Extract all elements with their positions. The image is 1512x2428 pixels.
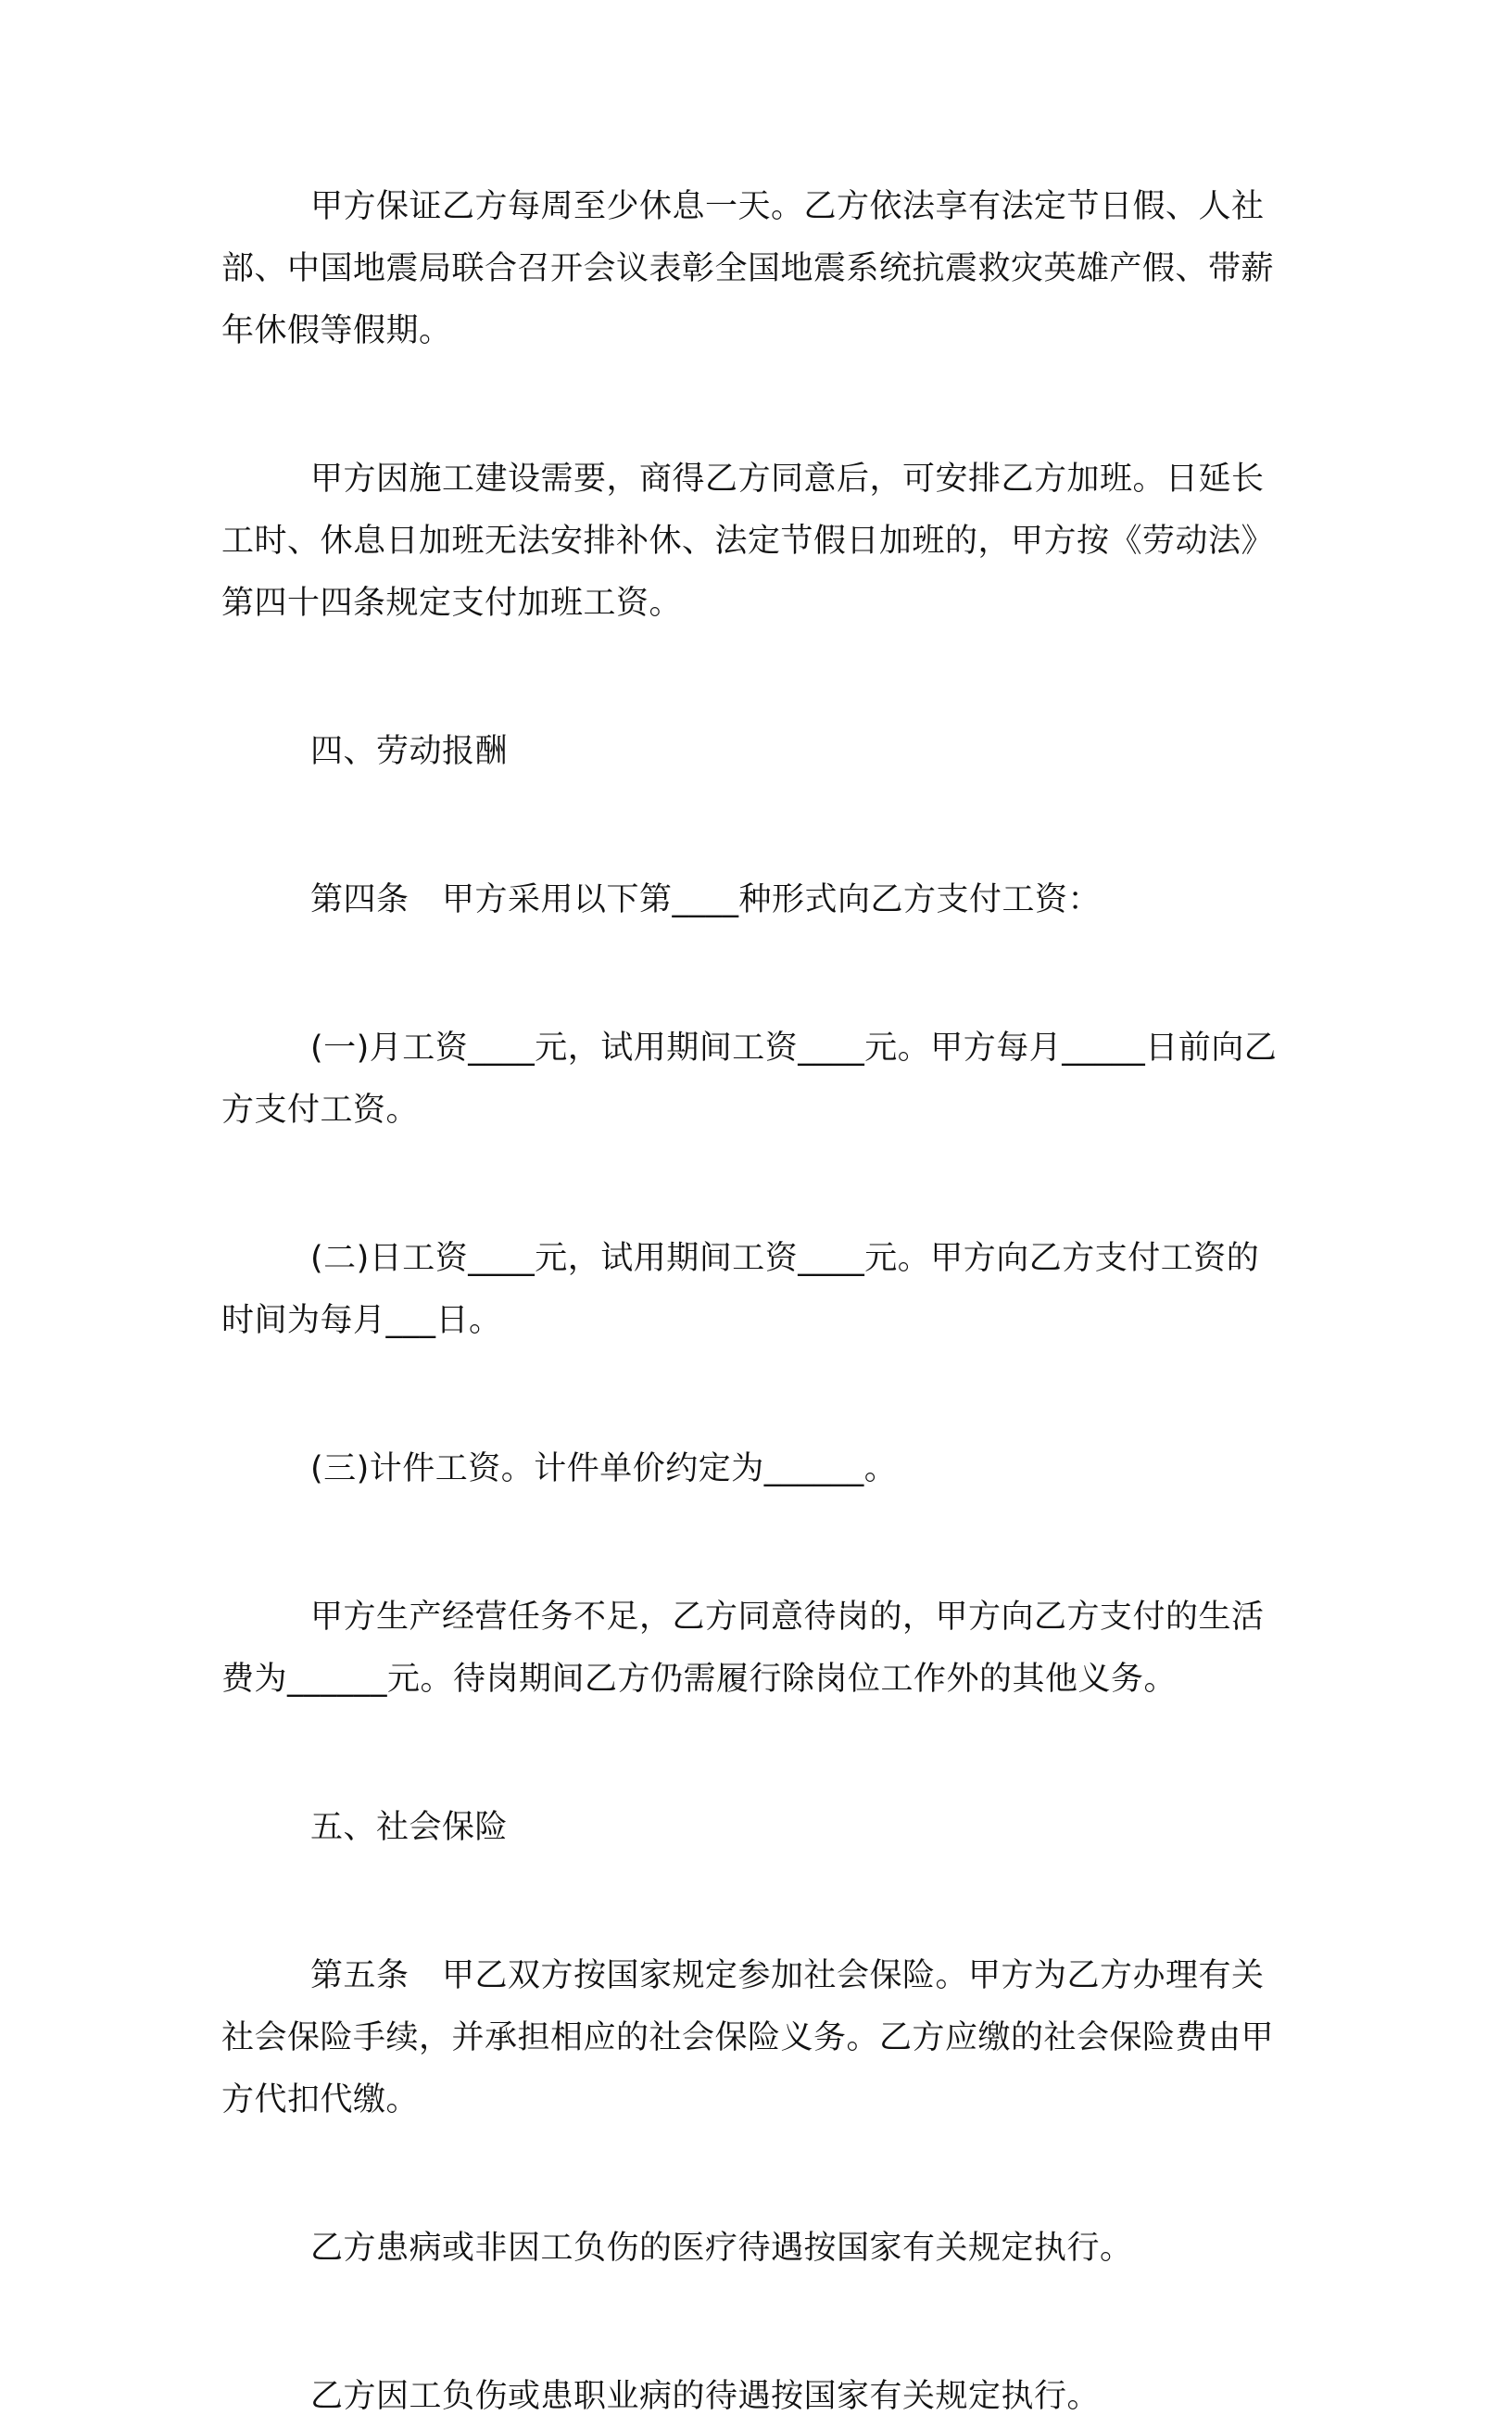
paragraph-overtime: 甲方因施工建设需要，商得乙方同意后，可安排乙方加班。日延长工时、休息日加班无法安排补休、法定节假日加班的，甲方按《劳动法》第四十四条规定支付加班工资。 (221, 461, 1275, 622)
paragraph-gap (221, 1352, 1278, 1438)
section-heading-remuneration: 四、劳动报酬 (310, 733, 509, 770)
paragraph-gap (221, 1142, 1278, 1228)
paragraph-gap (221, 931, 1278, 1018)
document-body (221, 176, 1278, 2428)
paragraph-gap (221, 635, 1278, 721)
paragraph-gap (221, 1859, 1278, 1945)
paragraph-work-injury: 乙方因工负伤或患职业病的待遇按国家有关规定执行。 (310, 2378, 1101, 2415)
article-five: 第五条 甲乙双方按国家规定参加社会保险。甲方为乙方办理有关社会保险手续，并承担相应的社会保险义务。乙方应缴的社会保险费由甲方代扣代缴。 (221, 1957, 1275, 2118)
wage-option-monthly: (一)月工资____元，试用期间工资____元。甲方每月_____日前向乙方支付工资。 (221, 1030, 1278, 1129)
paragraph-standby-allowance: 甲方生产经营任务不足，乙方同意待岗的，甲方向乙方支付的生活费为______元。待岗期间乙方仍需履行除岗位工作外的其他义务。 (221, 1599, 1265, 1698)
section-heading-social-insurance: 五、社会保险 (310, 1809, 509, 1846)
paragraph-rest-days: 甲方保证乙方每周至少休息一天。乙方依法享有法定节日假、人社部、中国地震局联合召开会议表彰全国地震系统抗震救灾英雄产假、带薪年休假等假期。 (221, 188, 1275, 349)
paragraph-gap (221, 2131, 1278, 2218)
paragraph-gap (221, 2280, 1278, 2366)
wage-option-daily: (二)日工资____元，试用期间工资____元。甲方向乙方支付工资的时间为每月___日。 (221, 1240, 1260, 1339)
paragraph-gap (221, 1500, 1278, 1587)
wage-option-piece-rate: (三)计件工资。计件单价约定为______。 (310, 1450, 898, 1487)
article-four: 第四条 甲方采用以下第____种形式向乙方支付工资： (310, 881, 1102, 918)
paragraph-medical-treatment: 乙方患病或非因工负伤的医疗待遇按国家有关规定执行。 (310, 2230, 1133, 2267)
paragraph-gap (221, 1711, 1278, 1797)
paragraph-gap (221, 783, 1278, 869)
paragraph-gap (221, 362, 1278, 449)
